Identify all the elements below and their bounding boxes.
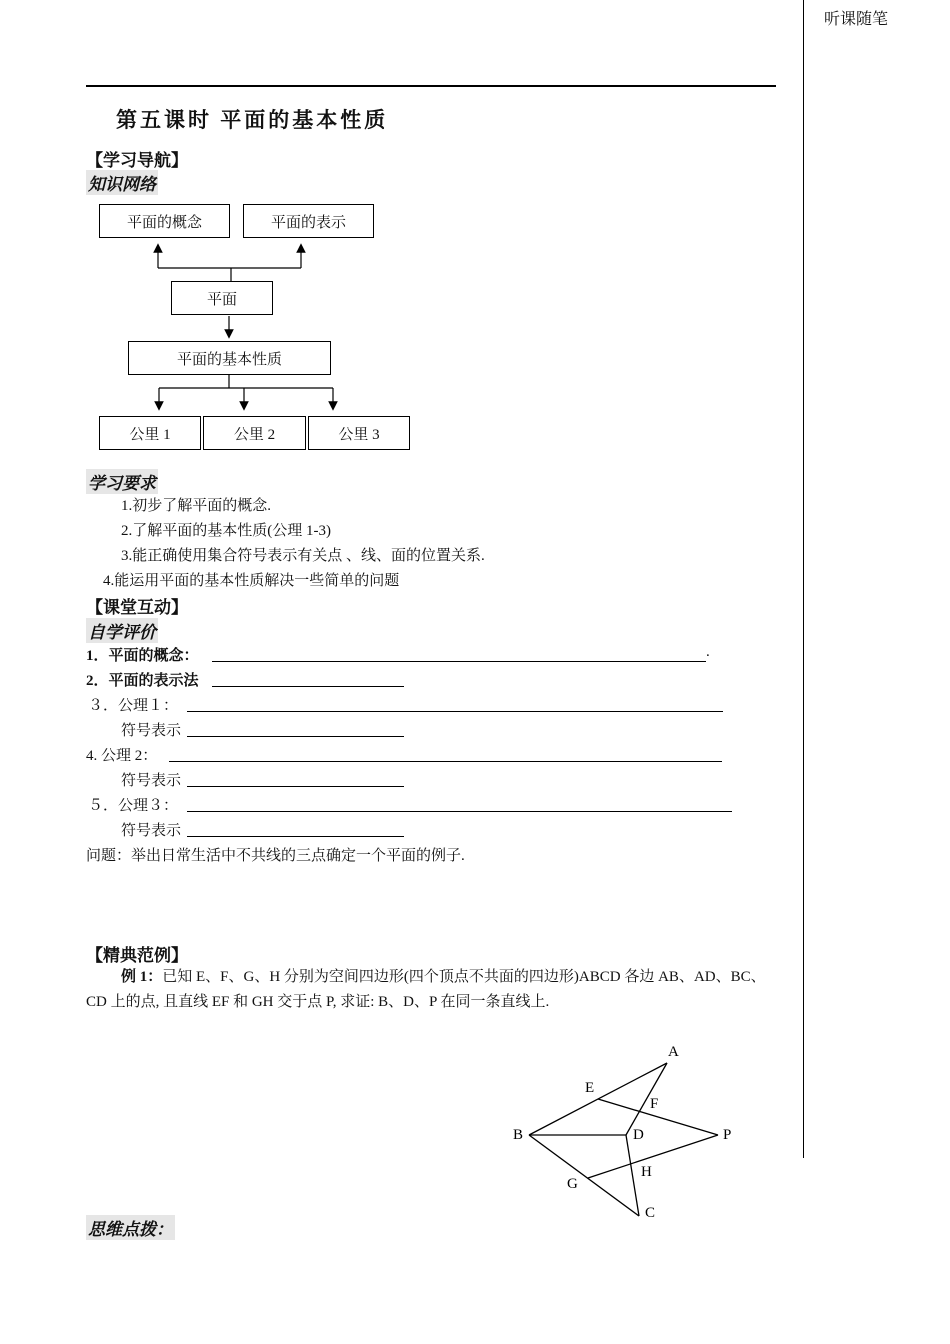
label-F: F <box>650 1096 659 1112</box>
q1-period: . <box>706 644 710 660</box>
requirement-item: 3.能正确使用集合符号表示有关点 、线、面的位置关系. <box>121 548 485 564</box>
q5-label: ５．公理３： <box>88 798 179 814</box>
example-1 <box>86 965 776 1015</box>
q5-symbol-blank[interactable] <box>187 836 404 837</box>
q3-symbol-label: 符号表示 <box>121 723 182 739</box>
label-B: B <box>513 1127 524 1143</box>
requirement-item: 4.能运用平面的基本性质解决一些简单的问题 <box>103 573 400 589</box>
box-plane-concept: 平面的概念 <box>99 204 230 238</box>
box-axiom-3: 公里 3 <box>308 416 410 450</box>
subsection-self-eval: 自学评价 <box>86 618 158 643</box>
section-examples: 【精典范例】 <box>86 946 188 965</box>
box-axiom-1: 公里 1 <box>99 416 201 450</box>
question-text: 问题：举出日常生活中不共线的三点确定一个平面的例子. <box>86 848 465 864</box>
page-title: 第五课时 平面的基本性质 <box>116 108 389 132</box>
subsection-thinking: 思维点拨： <box>86 1215 175 1240</box>
label-E: E <box>585 1080 595 1096</box>
box-axiom-2: 公里 2 <box>203 416 306 450</box>
requirement-item: 1.初步了解平面的概念. <box>121 498 272 514</box>
box-plane-representation: 平面的表示 <box>243 204 374 238</box>
box-basic-properties: 平面的基本性质 <box>128 341 331 375</box>
section-interaction: 【课堂互动】 <box>86 598 188 617</box>
q4-symbol-blank[interactable] <box>187 786 404 787</box>
q2-label: 2．平面的表示法 <box>86 673 199 689</box>
q5-answer-blank[interactable] <box>187 811 732 812</box>
label-P: P <box>723 1127 732 1143</box>
q3-answer-blank[interactable] <box>187 711 723 712</box>
subsection-knowledge-network: 知识网络 <box>86 170 158 195</box>
requirement-item: 2.了解平面的基本性质(公理 1-3) <box>121 523 331 539</box>
q1-label: 1．平面的概念： <box>86 648 199 664</box>
section-navigation: 【学习导航】 <box>86 151 188 170</box>
label-G: G <box>567 1176 578 1192</box>
label-D: D <box>633 1127 644 1143</box>
label-C: C <box>645 1205 656 1221</box>
subsection-requirements: 学习要求 <box>86 469 158 494</box>
example-1-label: 例 1： <box>121 969 163 985</box>
q2-answer-blank[interactable] <box>212 686 404 687</box>
box-plane: 平面 <box>171 281 273 315</box>
example-1-text: 已知 E、F、G、H 分别为空间四边形(四个顶点不共面的四边形)ABCD 各边 AB、AD、BC、CD 上的点, 且直线 EF 和 GH 交于点 P, 求证: B、D、P 在同一条直线上. <box>86 969 766 1010</box>
notes-column-label: 听课随笔 <box>824 11 889 28</box>
q4-answer-blank[interactable] <box>169 761 722 762</box>
q4-symbol-label: 符号表示 <box>121 773 182 789</box>
q3-label: ３．公理１： <box>88 698 179 714</box>
q3-symbol-blank[interactable] <box>187 736 404 737</box>
quadrilateral-figure <box>500 1035 750 1225</box>
label-H: H <box>641 1164 652 1180</box>
q4-label: 4. 公理 2： <box>86 748 158 764</box>
label-A: A <box>668 1044 679 1060</box>
q5-symbol-label: 符号表示 <box>121 823 182 839</box>
q1-answer-blank[interactable] <box>212 661 706 662</box>
